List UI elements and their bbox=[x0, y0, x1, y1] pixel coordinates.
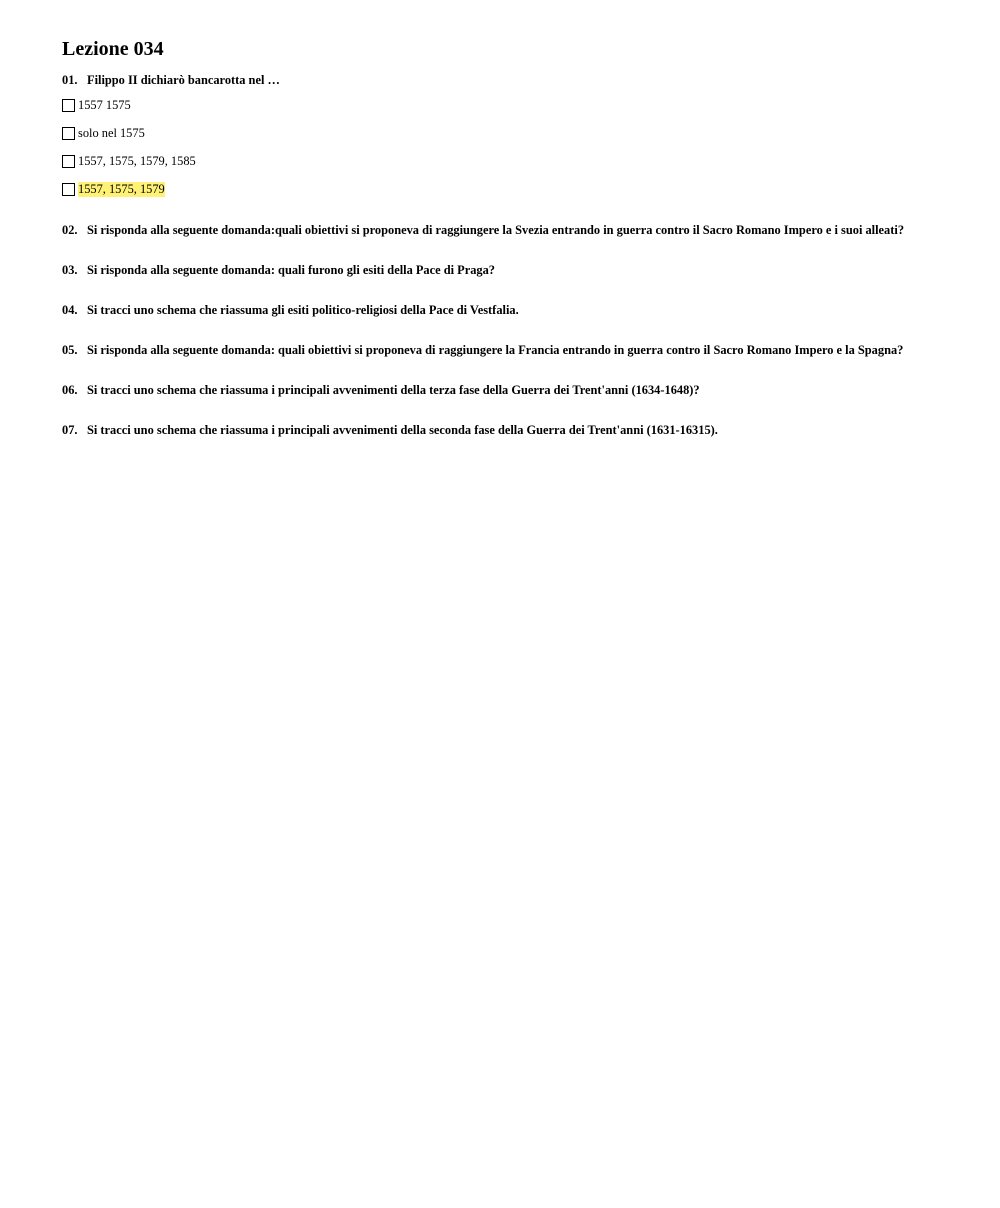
answer-option-2[interactable] bbox=[62, 124, 962, 142]
question-number: 01. bbox=[62, 73, 78, 87]
question-text: Si tracci uno schema che riassuma gli esiti politico-religiosi della Pace di Vestfalia. bbox=[87, 303, 519, 317]
question-01 bbox=[62, 72, 962, 88]
question-text: Si risponda alla seguente domanda:quali obiettivi si proponeva di raggiungere la Svezia entrando in guerra contro il Sacro Romano Impero e i suoi alleati? bbox=[87, 223, 905, 237]
question-06 bbox=[62, 382, 962, 398]
question-number: 07. bbox=[62, 423, 78, 437]
answer-option-3[interactable] bbox=[62, 152, 962, 170]
question-number: 06. bbox=[62, 383, 78, 397]
question-04 bbox=[62, 302, 962, 318]
question-02 bbox=[62, 222, 962, 238]
question-text: Si tracci uno schema che riassuma i principali avvenimenti della terza fase della Guerra dei Trent'anni (1634-1648)? bbox=[87, 383, 700, 397]
option-label: 1557 1575 bbox=[78, 97, 131, 112]
checkbox[interactable] bbox=[62, 99, 75, 112]
option-label: solo nel 1575 bbox=[78, 125, 145, 140]
question-number: 05. bbox=[62, 343, 78, 357]
question-07 bbox=[62, 422, 962, 438]
checkbox[interactable] bbox=[62, 127, 75, 140]
question-number: 03. bbox=[62, 263, 78, 277]
question-number: 04. bbox=[62, 303, 78, 317]
answer-option-4[interactable] bbox=[62, 180, 962, 198]
option-label-highlighted: 1557, 1575, 1579 bbox=[78, 181, 165, 196]
question-text: Si tracci uno schema che riassuma i principali avvenimenti della seconda fase della Guerra dei Trent'anni (1631-16315). bbox=[87, 423, 718, 437]
lesson-title: Lezione 034 bbox=[62, 38, 164, 60]
question-text: Si risponda alla seguente domanda: quali obiettivi si proponeva di raggiungere la Francia entrando in guerra contro il Sacro Romano Impero e la Spagna? bbox=[87, 343, 904, 357]
option-label: 1557, 1575, 1579, 1585 bbox=[78, 153, 196, 168]
question-text: Filippo II dichiarò bancarotta nel … bbox=[87, 73, 280, 87]
checkbox[interactable] bbox=[62, 183, 75, 196]
question-number: 02. bbox=[62, 223, 78, 237]
question-03 bbox=[62, 262, 962, 278]
question-text: Si risponda alla seguente domanda: quali furono gli esiti della Pace di Praga? bbox=[87, 263, 496, 277]
answer-options bbox=[62, 96, 962, 198]
document-page bbox=[62, 36, 962, 438]
checkbox[interactable] bbox=[62, 155, 75, 168]
answer-option-1[interactable] bbox=[62, 96, 962, 114]
question-05 bbox=[62, 342, 962, 358]
